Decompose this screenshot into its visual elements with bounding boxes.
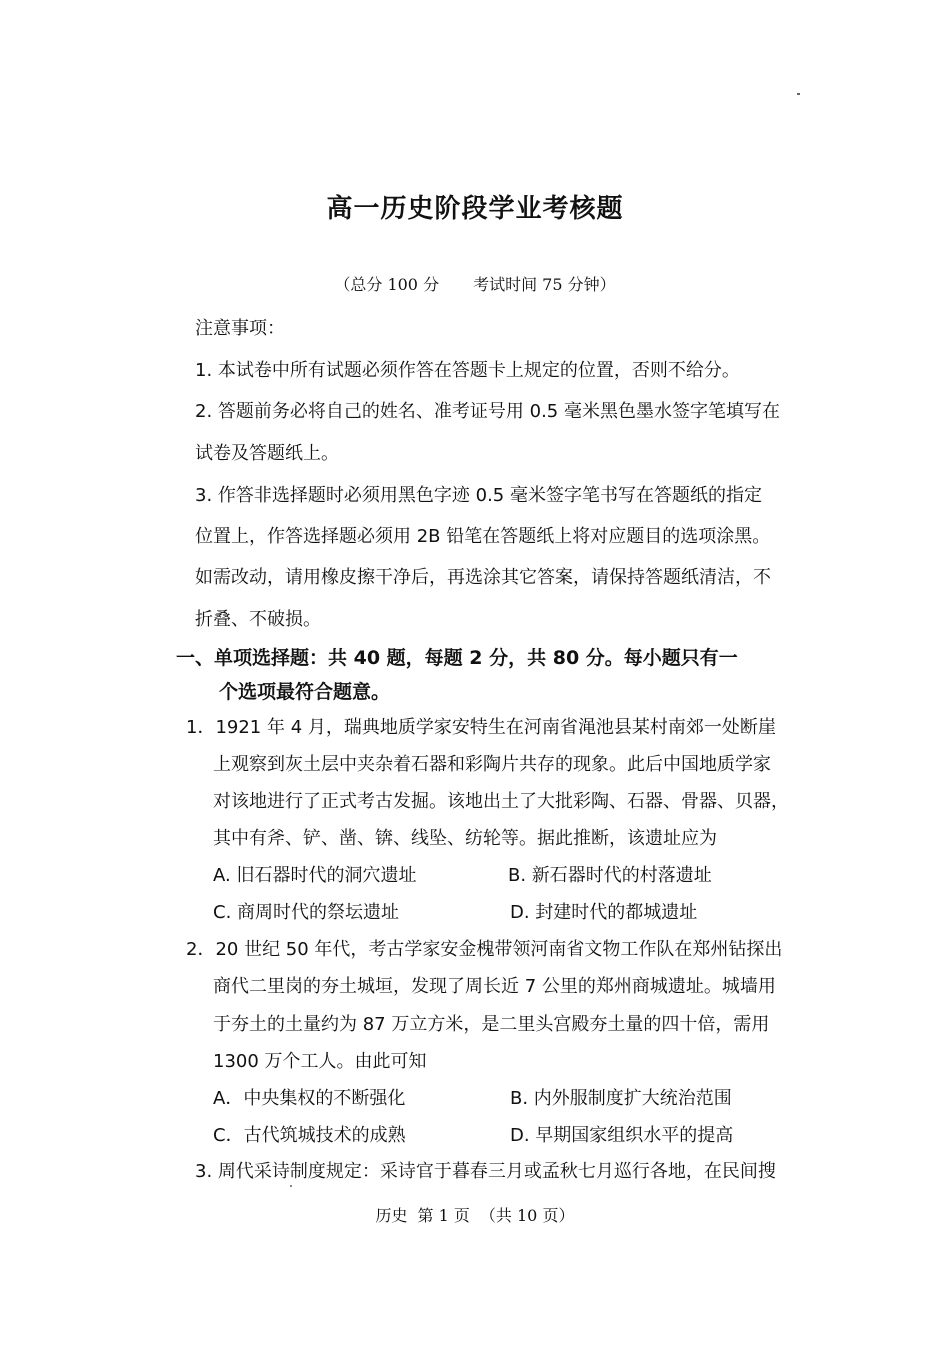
footer-total-pages: （共 10 页） [479,1206,575,1225]
question-1-line: 对该地进行了正式考古发掘。该地出土了大批彩陶、石器、骨器、贝器， [213,791,789,812]
question-2-line: 于夯土的土量约为 87 万立方米，是二里头宫殿夯土量的四十倍，需用 [213,1014,770,1035]
question-1-line: 上观察到灰土层中夹杂着石器和彩陶片共存的现象。此后中国地质学家 [213,754,771,775]
scan-mark [290,1185,292,1187]
total-score: （总分 100 分 [334,275,440,294]
question-2-option-a: A．中央集权的不断强化 [213,1088,406,1109]
question-2-line: 1300 万个工人。由此可知 [213,1051,427,1072]
note-line: 试卷及答题纸上。 [195,443,339,464]
exam-time: 考试时间 75 分钟） [473,275,616,294]
question-1-option-b: B. 新石器时代的村落遗址 [508,865,712,886]
note-line: 3. 作答非选择题时必须用黑色字迹 0.5 毫米签字笔书写在答题纸的指定 [195,485,762,506]
scan-mark [797,93,800,95]
exam-info [0,272,950,295]
page-footer [0,1203,950,1226]
question-1-line: 1．1921 年 4 月，瑞典地质学家安特生在河南省渑池县某村南郊一处断崖 [186,717,776,738]
note-line: 1. 本试卷中所有试题必须作答在答题卡上规定的位置，否则不给分。 [195,360,740,381]
question-1-option-d: D. 封建时代的都城遗址 [510,902,698,923]
question-2-option-b: B. 内外服制度扩大统治范围 [510,1088,732,1109]
section-heading-cont: 个选项最符合题意。 [219,681,391,703]
question-2-line: 商代二里岗的夯土城垣，发现了周长近 7 公里的郑州商城遗址。城墙用 [213,976,776,997]
question-2-line: 2．20 世纪 50 年代，考古学家安金槐带领河南省文物工作队在郑州钻探出 [186,939,783,960]
question-1-line: 其中有斧、铲、凿、锛、线坠、纺轮等。据此推断，该遗址应为 [213,828,717,849]
note-line: 折叠、不破损。 [195,609,321,630]
footer-subject: 历史 [375,1206,408,1225]
question-2-option-c: C．古代筑城技术的成熟 [213,1125,406,1146]
note-line: 2. 答题前务必将自己的姓名、准考证号用 0.5 毫米黑色墨水签字笔填写在 [195,401,780,422]
notes-heading: 注意事项： [195,318,285,339]
question-1-option-a: A. 旧石器时代的洞穴遗址 [213,865,417,886]
note-line: 如需改动，请用橡皮擦干净后，再选涂其它答案，请保持答题纸清洁，不 [195,567,771,588]
question-3-line: 3. 周代采诗制度规定：采诗官于暮春三月或孟秋七月巡行各地，在民间搜 [195,1161,776,1182]
question-1-option-c: C. 商周时代的祭坛遗址 [213,902,400,923]
section-heading: 一、单项选择题：共 40 题，每题 2 分，共 80 分。每小题只有一 [176,647,738,669]
page-title: 高一历史阶段学业考核题 [326,194,624,224]
note-line: 位置上，作答选择题必须用 2B 铅笔在答题纸上将对应题目的选项涂黑。 [195,526,771,547]
question-2-option-d: D. 早期国家组织水平的提高 [510,1125,734,1146]
footer-page-number: 第 1 页 [417,1206,470,1225]
